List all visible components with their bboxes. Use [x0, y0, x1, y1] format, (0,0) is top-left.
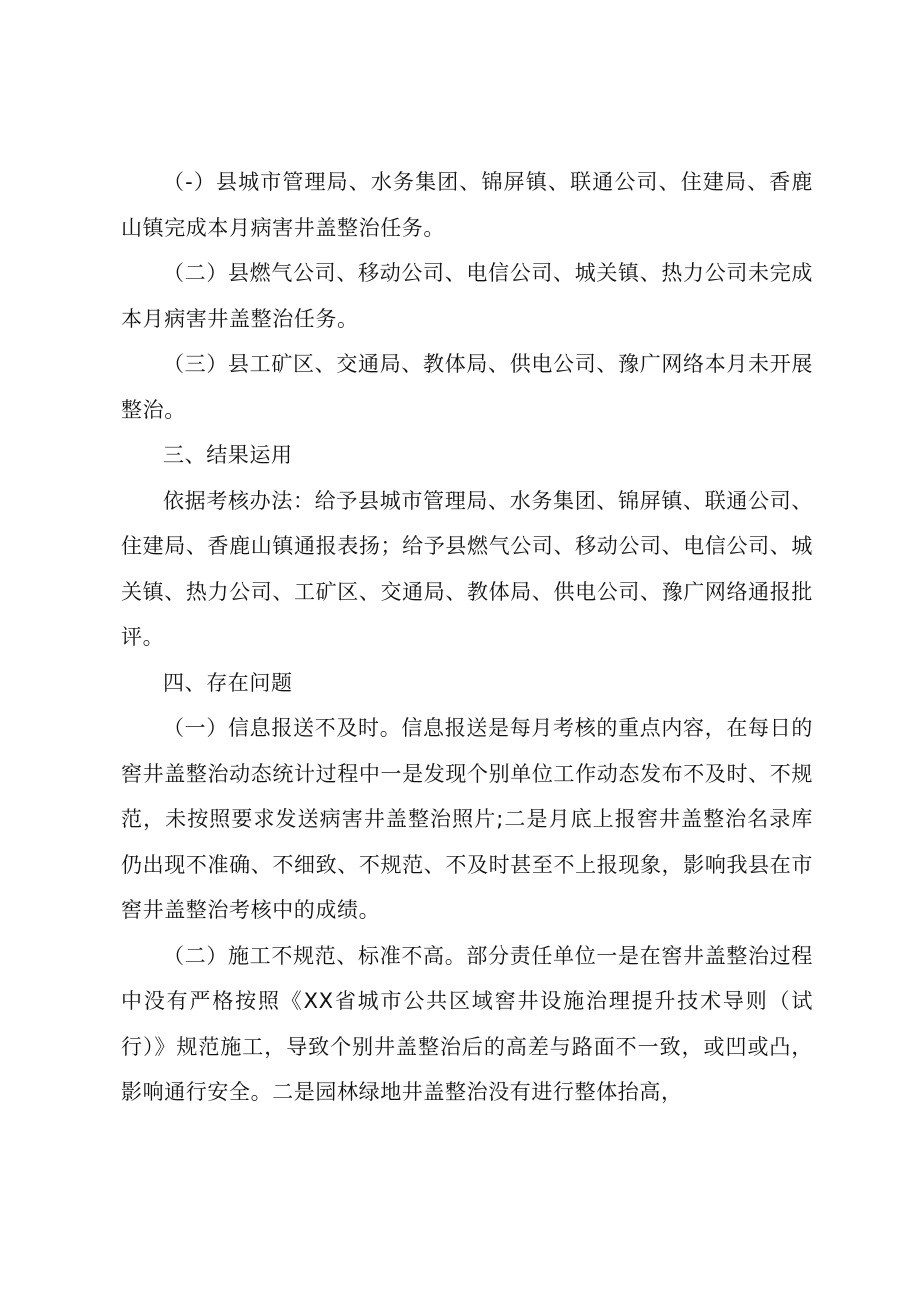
section-heading-results: 三、结果运用: [163, 443, 293, 467]
paragraph-item-3: （三）县工矿区、交通局、教体局、供电公司、豫广网络本月未开展整治。: [121, 352, 813, 422]
paragraph-item-2: （二）县燃气公司、移动公司、电信公司、城关镇、热力公司未完成本月病害井盖整治任务。: [121, 261, 813, 331]
paragraph-problem-1: （一）信息报送不及时。信息报送是每月考核的重点内容，在每日的窖井盖整治动态统计过程中一是发现个别单位工作动态发布不及时、不规范，未按照要求发送病害井盖整治照片;二是月底上报窖井盖整治名录库仍出现不准确、不细致、不规范、不及时甚至不上报现象，影响我县在市窖井盖整治考核中的成绩。: [121, 716, 813, 922]
paragraph-results-body: 依据考核办法：给予县城市管理局、水务集团、锦屏镇、联通公司、住建局、香鹿山镇通报表扬；给予县燃气公司、移动公司、电信公司、城关镇、热力公司、工矿区、交通局、教体局、供电公司、豫广网络通报批评。: [121, 488, 813, 649]
section-heading-problems: 四、存在问题: [163, 670, 293, 695]
paragraph-problem-2: （二）施工不规范、标准不高。部分责任单位一是在窖井盖整治过程中没有严格按照《XX省城市公共区域窖井设施治理提升技术导则（试行）》规范施工，导致个别井盖整治后的高差与路面不一致，或凹或凸，影响通行安全。二是园林绿地井盖整治没有进行整体抬高，: [121, 943, 813, 1104]
paragraph-item-1: （-）县城市管理局、水务集团、锦屏镇、联通公司、住建局、香鹿山镇完成本月病害井盖整治任务。: [121, 170, 813, 240]
document-body: [121, 160, 813, 1116]
